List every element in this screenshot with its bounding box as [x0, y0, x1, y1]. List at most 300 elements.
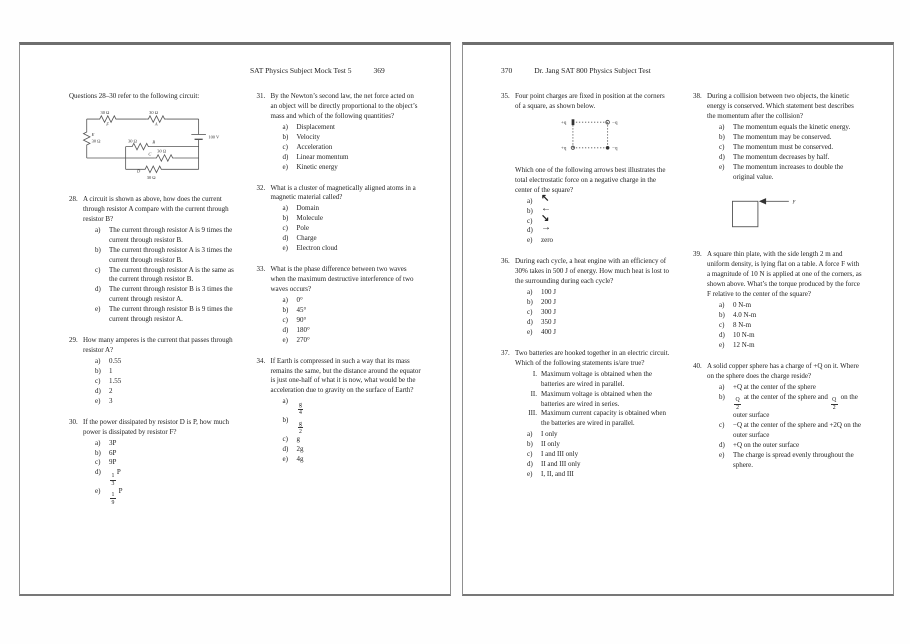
resistor-c-label: C — [148, 151, 152, 157]
column-right — [257, 92, 423, 517]
force-arrow-head-icon — [759, 199, 766, 205]
option-text: The current through resistor B is 3 times the current through resistor A. — [109, 285, 233, 304]
statement-text: Maximum current capacity is obtained when the batteries are wired in parallel. — [541, 409, 666, 428]
option-text: +Q on the outer surface — [733, 441, 800, 450]
answer-option — [283, 316, 423, 326]
option-label: e) — [95, 487, 101, 496]
answer-option — [719, 143, 863, 153]
option-label: b) — [282, 214, 289, 223]
charge-label-top-left: +q — [561, 120, 567, 126]
fraction-denominator: 2 — [832, 405, 836, 412]
resistor-d-label: D — [136, 168, 140, 174]
option-label: c) — [527, 308, 533, 316]
option-text: 4.0 N-m — [733, 311, 757, 320]
option-text: 400 J — [541, 327, 556, 336]
battery-value: 100 V — [208, 134, 219, 140]
resistor-e-value: 30 Ω — [91, 138, 101, 144]
option-label: a) — [95, 225, 101, 234]
option-text: $\frac{Q}{2}$ at the center of the sphere and $\frac{Q}{2}$ on the outer surface — [733, 392, 858, 420]
statement — [525, 409, 671, 429]
question-text: Which one of the following arrows best illustrates the total electrostatic force on a negative charge in the center of the square? — [515, 165, 666, 194]
resistor-e-icon — [83, 130, 89, 146]
option-text: Molecule — [296, 214, 323, 223]
fraction-numerator: g — [299, 401, 302, 408]
option-label: c) — [282, 224, 288, 233]
option-label: d) — [95, 386, 101, 395]
option-label: d) — [527, 226, 533, 235]
fraction — [298, 402, 304, 416]
option-text: 100 J — [541, 288, 556, 297]
option-label: b) — [719, 132, 725, 141]
page-header — [501, 66, 893, 75]
option-text: The current through resistor A is the same as the current through resistor B. — [109, 265, 234, 284]
option-text: 3 — [109, 396, 113, 405]
question-31 — [257, 92, 423, 173]
options-list — [271, 204, 423, 254]
option-label: c) — [282, 434, 288, 443]
answer-option — [283, 234, 423, 244]
answer-option — [719, 311, 863, 321]
answer-option — [283, 214, 423, 224]
answer-option — [95, 285, 235, 305]
option-text: Displacement — [296, 122, 335, 131]
option-text: 0.55 — [109, 357, 122, 365]
question-number: 31. — [256, 92, 266, 100]
option-label: c) — [95, 376, 101, 385]
fraction-numerator: 1 — [111, 491, 115, 498]
option-label: a) — [95, 357, 101, 365]
answer-option — [527, 450, 671, 460]
option-text: Domain — [296, 204, 320, 213]
option-text: 6P — [109, 448, 117, 457]
option-label: d) — [719, 441, 725, 450]
circuit-intro-text: Questions 28–30 refer to the following circuit: — [69, 92, 200, 100]
answer-option — [95, 397, 235, 407]
question-number: 37. — [501, 348, 510, 357]
column-left — [501, 92, 671, 491]
question-number: 34. — [256, 356, 266, 365]
resistor-b-icon — [130, 143, 149, 149]
answer-option — [283, 204, 423, 214]
question-number: 38. — [693, 92, 702, 100]
answer-option — [95, 387, 235, 397]
statement — [525, 390, 671, 410]
answer-option — [283, 296, 423, 306]
question-number: 28. — [69, 194, 78, 203]
question-body — [515, 257, 671, 338]
option-label: a) — [282, 295, 288, 304]
question-body — [271, 184, 423, 255]
question-text: If the power dissipated by resistor D is P, how much power is dissipated by resistor F? — [83, 417, 230, 436]
square-side — [573, 122, 608, 148]
question-32 — [257, 184, 423, 255]
question-body — [271, 265, 423, 346]
question-number: 29. — [69, 336, 78, 345]
answer-option — [719, 153, 863, 163]
option-label: b) — [95, 245, 101, 254]
option-label: e) — [719, 340, 725, 349]
option-label: b) — [95, 366, 101, 375]
option-text: 10 N-m — [733, 330, 755, 339]
charge-label-bottom-left: +q — [561, 146, 567, 152]
option-label: c) — [719, 142, 725, 151]
question-number: 36. — [501, 257, 510, 266]
option-label: a) — [95, 438, 101, 447]
question-text: Four point charges are fixed in position at the corners of a square, as shown below. — [515, 92, 665, 110]
option-label: b) — [282, 305, 289, 314]
question-35 — [501, 92, 671, 246]
option-text: 2 — [109, 386, 113, 395]
option-text: The momentum may be conserved. — [733, 132, 832, 141]
answer-option — [95, 458, 235, 468]
resistor-d-icon — [143, 166, 162, 172]
resistor-a-value: 30 Ω — [148, 110, 158, 116]
question-36 — [501, 257, 671, 338]
option-text: 45° — [296, 305, 307, 314]
answer-option — [719, 441, 863, 451]
question-text: A square thin plate, with the side length 2 m and uniform density, is lying flat on a table. A force F with a magnitude of 10 N is applied at one of the corners, as shown above. What’s the torque produced by the force F relative to the center of the square? — [707, 250, 862, 299]
question-body — [271, 92, 423, 173]
answer-option — [527, 470, 671, 480]
option-text: I only — [541, 430, 558, 439]
option-text: The current through resistor A is 3 times the current through resistor B. — [109, 245, 233, 264]
page-columns — [463, 92, 893, 491]
option-label: e) — [719, 451, 725, 460]
option-label: d) — [282, 234, 289, 243]
option-label: d) — [282, 325, 289, 334]
option-label: c) — [719, 421, 725, 430]
question-text: Two batteries are hooked together in an electric circuit. Which of the following statements is/are true? — [515, 348, 670, 367]
options-list — [83, 439, 235, 506]
option-label: b) — [527, 298, 533, 307]
option-label: d) — [719, 330, 725, 339]
option-label: b) — [719, 311, 725, 320]
answer-option — [719, 123, 863, 133]
answer-option — [283, 244, 423, 254]
options-list — [271, 123, 423, 173]
question-text: A solid copper sphere has a charge of +Q on it. Where on the sphere does the charge reside? — [707, 361, 859, 380]
answer-option — [95, 468, 235, 487]
option-text: 9P — [109, 458, 117, 467]
answer-option — [527, 318, 671, 328]
option-text: I, II, and III — [541, 470, 574, 479]
answer-option — [527, 460, 671, 470]
answer-option — [95, 357, 235, 367]
option-text: The current through resistor B is 9 times the current through resistor A. — [109, 305, 233, 324]
answer-option — [283, 397, 423, 416]
option-text: II only — [541, 440, 560, 449]
option-label: e) — [95, 305, 101, 314]
option-label: d) — [719, 152, 725, 161]
answer-option — [527, 298, 671, 308]
answer-option — [527, 222, 671, 236]
options-list — [83, 357, 235, 407]
statement — [525, 370, 671, 390]
option-text: +Q at the center of the sphere — [733, 382, 816, 391]
options-list — [707, 123, 863, 183]
fraction-denominator: 2 — [299, 428, 302, 435]
answer-option — [719, 301, 863, 311]
page-title: SAT Physics Subject Mock Test 5 — [250, 66, 352, 75]
resistor-b-label: B — [152, 139, 155, 145]
question-body — [707, 362, 863, 471]
answer-option — [719, 133, 863, 143]
question-text: During a collision between two objects, the kinetic energy is conserved. Which statement best describes the momentum after the collision? — [707, 92, 854, 120]
plate-figure — [707, 193, 863, 240]
option-text: II and III only — [541, 460, 581, 469]
option-label: e) — [527, 470, 533, 479]
option-text: The charge is spread evenly throughout the sphere. — [733, 451, 854, 470]
question-text: A circuit is shown as above, how does the current through resistor A compare with the current through resistor B? — [83, 194, 229, 223]
question-body — [515, 349, 671, 480]
statement-text: Maximum voltage is obtained when the batteries are wired in series. — [541, 389, 653, 408]
question-number: 32. — [256, 183, 266, 192]
fraction — [110, 492, 116, 506]
option-label: a) — [527, 288, 533, 297]
option-text: The momentum decreases by half. — [733, 152, 830, 161]
question-38 — [693, 92, 863, 182]
fraction — [110, 473, 116, 487]
option-label: c) — [282, 315, 288, 324]
column-left — [69, 92, 235, 517]
statement-label: III. — [528, 409, 537, 418]
option-text — [541, 192, 671, 207]
options-list — [515, 288, 671, 338]
question-37 — [501, 349, 671, 480]
fraction — [298, 421, 304, 435]
answer-option — [95, 305, 235, 325]
answer-option — [719, 451, 863, 471]
question-34 — [257, 357, 423, 465]
option-label: b) — [719, 392, 725, 401]
option-label: d) — [527, 317, 533, 326]
question-body — [83, 418, 235, 506]
question-number: 39. — [693, 250, 702, 259]
option-label: e) — [527, 327, 533, 336]
circuit-diagram — [77, 106, 227, 184]
option-text: 3P — [109, 438, 117, 447]
answer-option — [95, 449, 235, 459]
option-label: b) — [527, 440, 533, 449]
option-text: The momentum must be conserved. — [733, 142, 834, 151]
resistor-c-icon — [155, 155, 174, 161]
answer-option — [95, 266, 235, 286]
option-label: e) — [282, 454, 288, 463]
answer-option — [527, 440, 671, 450]
answer-option — [95, 377, 235, 387]
option-text: 8 N-m — [733, 321, 752, 329]
question-33 — [257, 265, 423, 346]
answer-option — [527, 236, 671, 246]
resistor-f-value: 30 Ω — [100, 110, 110, 116]
question-text: By the Newton’s second law, the net force acted on an object will be directly proportional to the object’s mass and which of the following quantities? — [270, 92, 418, 120]
option-text: Pole — [296, 224, 309, 233]
answer-option — [283, 123, 423, 133]
statement-text: Maximum voltage is obtained when the batteries are wired in parallel. — [541, 369, 653, 388]
fraction — [831, 397, 838, 411]
question-body — [83, 195, 235, 325]
page-number: 369 — [373, 66, 385, 75]
option-label: d) — [282, 152, 289, 161]
page-header — [250, 66, 450, 75]
option-label: c) — [527, 450, 533, 459]
option-text: Velocity — [296, 132, 320, 141]
answer-option — [95, 367, 235, 377]
option-text: zero — [541, 236, 554, 245]
answer-option — [719, 321, 863, 331]
option-label: e) — [282, 162, 288, 171]
option-text: 4g — [296, 454, 304, 463]
page-left — [19, 42, 451, 596]
plate-diagram — [707, 193, 807, 235]
column-right — [693, 92, 863, 491]
question-number: 33. — [256, 265, 266, 274]
answer-option — [95, 487, 235, 506]
circuit-figure — [69, 106, 235, 189]
answer-option — [95, 439, 235, 449]
fraction-numerator: Q — [832, 397, 837, 404]
options-list — [271, 397, 423, 464]
answer-option — [283, 153, 423, 163]
option-text: The momentum increases to double the original value. — [733, 162, 844, 181]
option-text: 0 N-m — [733, 301, 752, 310]
charges-diagram — [547, 114, 639, 156]
answer-option — [719, 341, 863, 351]
page-right — [462, 42, 894, 596]
option-text: Linear momentum — [296, 152, 349, 161]
question-body — [515, 92, 671, 246]
answer-option — [527, 430, 671, 440]
answer-option — [283, 143, 423, 153]
charge-label-bottom-right: −q — [612, 146, 618, 152]
answer-option — [283, 445, 423, 455]
resistor-a-label: A — [154, 121, 158, 127]
option-label: e) — [95, 396, 101, 405]
force-arrow-icon: ← — [541, 202, 551, 214]
option-label: e) — [719, 162, 725, 171]
question-body — [83, 336, 235, 407]
square-side — [573, 122, 608, 148]
option-label: b) — [282, 416, 289, 425]
option-label: a) — [282, 397, 288, 406]
statement-label: II. — [530, 389, 537, 398]
option-text: 270° — [296, 335, 310, 344]
option-label: e) — [282, 244, 288, 253]
answer-option — [283, 306, 423, 316]
option-text — [297, 397, 423, 416]
question-body — [707, 92, 863, 182]
option-text: The momentum equals the kinetic energy. — [733, 122, 851, 131]
option-text — [541, 222, 671, 236]
question-39 — [693, 250, 863, 350]
option-text: Kinetic energy — [296, 162, 338, 171]
answer-option — [95, 246, 235, 266]
options-list — [83, 226, 235, 325]
options-list — [707, 383, 863, 471]
option-text: 180° — [296, 325, 310, 334]
option-text — [541, 202, 671, 217]
charge-marker-top-left — [572, 119, 575, 125]
option-label: d) — [95, 468, 101, 477]
answer-option — [719, 421, 863, 441]
option-label: a) — [527, 430, 533, 439]
question-text: If Earth is compressed in such a way that its mass remains the same, but the distance around the equator is just one-half of what it is now, what would be the acceleration due to gravity on the surface of Earth? — [270, 356, 421, 395]
option-text: 1 — [109, 366, 113, 375]
answer-option — [527, 308, 671, 318]
option-text: 12 N-m — [733, 340, 755, 349]
answer-option — [283, 163, 423, 173]
option-text — [297, 416, 423, 435]
options-list — [515, 430, 671, 480]
question-number: 35. — [501, 92, 510, 100]
option-label: e) — [282, 335, 288, 344]
answer-option — [719, 393, 863, 422]
force-arrow-icon: ↖ — [541, 192, 550, 204]
option-text: 90° — [296, 315, 307, 324]
option-text: 1.55 — [109, 376, 122, 385]
option-label: a) — [719, 301, 725, 310]
option-label: a) — [719, 122, 725, 131]
option-label: d) — [95, 285, 101, 294]
option-label: c) — [95, 265, 101, 274]
question-body — [271, 357, 423, 465]
page-columns — [20, 92, 450, 517]
fraction-numerator: Q — [735, 397, 740, 404]
answer-option — [283, 416, 423, 435]
option-text: $\frac{1}{3}$ P — [111, 468, 121, 488]
option-label: c) — [527, 216, 533, 225]
option-text: Charge — [296, 234, 317, 243]
fraction-denominator: 4 — [299, 410, 302, 416]
option-text: Acceleration — [296, 142, 333, 151]
square-plate — [732, 202, 757, 227]
question-30 — [69, 418, 235, 506]
resistor-e-label: E — [91, 132, 95, 138]
question-text: How many amperes is the current that passes through resistor A? — [83, 336, 233, 355]
fraction-denominator: 9 — [111, 499, 115, 506]
option-label: d) — [282, 444, 289, 453]
resistor-b-value: 30 Ω — [127, 138, 137, 144]
option-label: c) — [282, 142, 288, 151]
question-text: During each cycle, a heat engine with an efficiency of 30% takes in 500 J of energy. How much heat is lost to the surrounding during each cycle? — [515, 257, 669, 286]
option-text: 2g — [296, 444, 304, 453]
options-list — [515, 192, 671, 247]
resistor-c-value: 30 Ω — [157, 148, 166, 154]
fraction-numerator: 1 — [111, 472, 115, 479]
answer-option — [283, 336, 423, 346]
option-label: c) — [95, 458, 101, 467]
answer-option — [283, 326, 423, 336]
answer-option — [719, 383, 863, 393]
question-text: What is the phase difference between two waves when the maximum destructive interference of two waves occurs? — [270, 265, 414, 293]
option-label: a) — [282, 122, 288, 131]
resistor-d-value: 30 Ω — [146, 174, 156, 180]
option-label: a) — [282, 204, 288, 213]
option-label: b) — [95, 448, 101, 457]
option-label: a) — [719, 382, 725, 391]
page-number: 370 — [501, 66, 513, 75]
option-label: d) — [527, 460, 533, 469]
option-text: 0° — [296, 295, 303, 304]
force-arrow-icon: ↘ — [541, 212, 550, 224]
question-number: 40. — [693, 361, 702, 370]
charge-marker-bottom-right — [606, 146, 610, 150]
option-text: −Q at the center of the sphere and +2Q on the outer surface — [733, 421, 862, 440]
option-text: 300 J — [541, 308, 556, 316]
answer-option — [95, 226, 235, 246]
option-label: e) — [527, 236, 533, 245]
option-text: $\frac{1}{9}$ P — [111, 487, 123, 506]
